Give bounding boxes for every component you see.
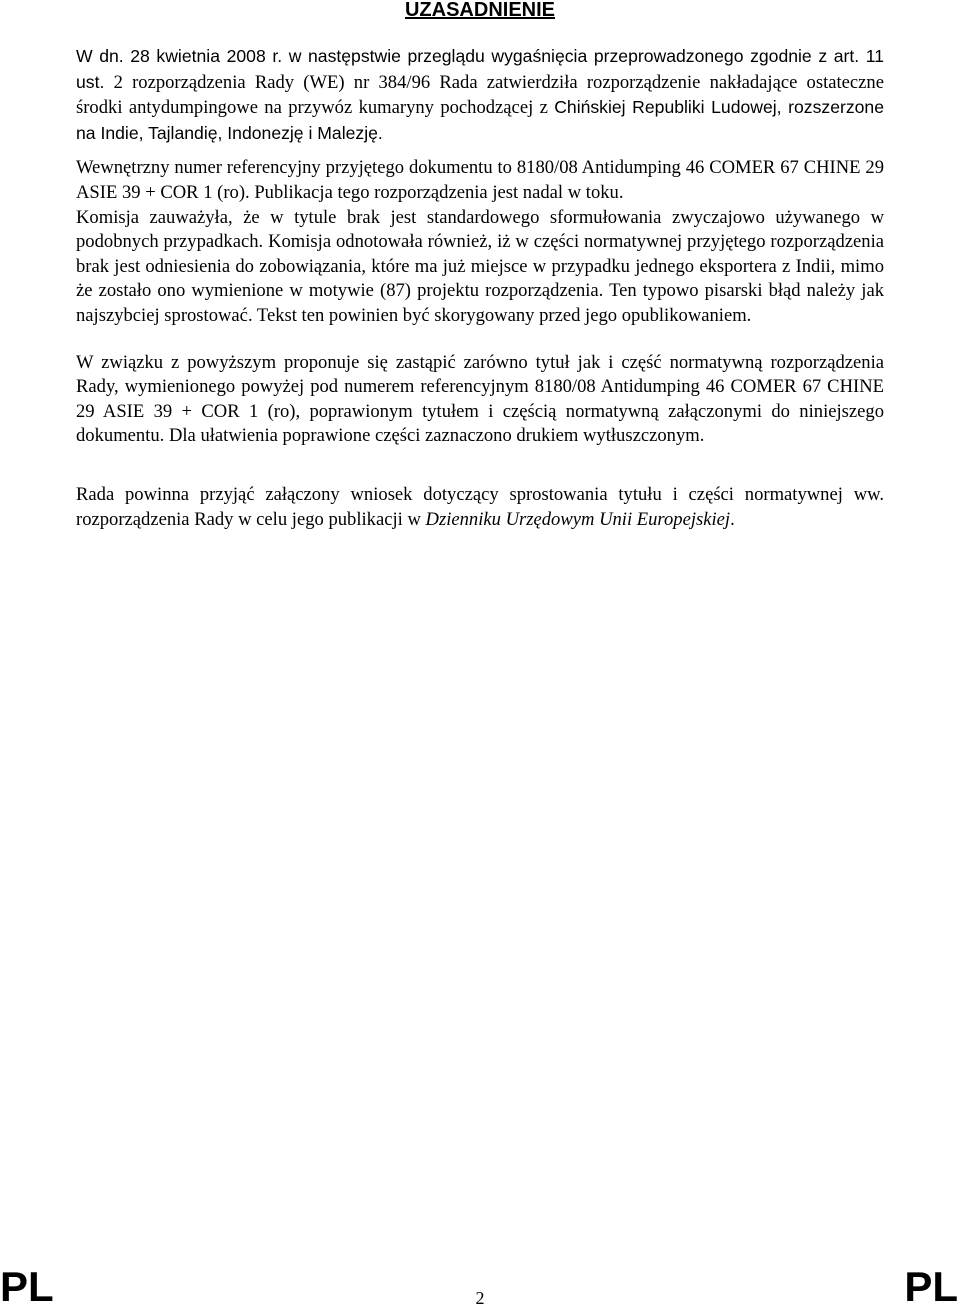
document-body — [76, 44, 884, 532]
document-title: UZASADNIENIE — [404, 0, 555, 21]
paragraph-intro-start: W dn. 28 kwietnia 2008 r. w następstwie przeglądu wygaśnięcia przeprowadzonego zgodnie z art. 11 ust. — [76, 46, 884, 92]
journal-name: Dzienniku Urzędowym Unii Europejskiej — [425, 508, 731, 530]
paragraph-commission-notes: Komisja zauważyła, że w tytule brak jest standardowego sformułowania zwyczajowo używanego w podobnych przypadkach. Komisja odnotowała również, iż w części normatywnej przyjętego rozporządzenia brak jest odniesienia do zobowiązania, które ma już miejsce w przypadku jednego eksportera z Indii, mimo że zostało ono wymienione w motywie (87) projektu rozporządzenia. Ten typowo pisarski błąd należy jak najszybciej sprostować. Tekst ten powinien być skorygowany przed jego opublikowaniem. — [76, 206, 884, 326]
paragraph-intro — [76, 44, 884, 146]
paragraph-intro-end: Chińskiej Republiki Ludowej, rozszerzone na Indie, Tajlandię, Indonezję i Malezję. — [76, 97, 884, 143]
paragraph-intro-middle: 2 rozporządzenia Rady (WE) nr 384/96 Rada zatwierdziła rozporządzenie nakładające ostateczne środki antydumpingowe na przywóz kumaryny pochodzącej z — [76, 71, 884, 119]
paragraph-council-adoption — [76, 483, 884, 532]
paragraph-adoption-start: Rada powinna przyjąć załączony wniosek dotyczący sprostowania tytułu i części normatywnej ww. rozporządzenia Rady w celu jego publikacji w — [76, 483, 884, 530]
paragraph-adoption-end: . — [730, 508, 735, 530]
page-number: 2 — [475, 1288, 485, 1308]
footer-language-left: PL — [0, 1263, 54, 1310]
paragraph-reference-number: Wewnętrzny numer referencyjny przyjętego dokumentu to 8180/08 Antidumping 46 COMER 67 CHINE 29 ASIE 39 + COR 1 (ro). Publikacja tego rozporządzenia jest nadal w toku. — [76, 157, 884, 203]
footer-language-right: PL — [904, 1263, 958, 1310]
paragraph-proposal: W związku z powyższym proponuje się zastąpić zarówno tytuł jak i część normatywną rozporządzenia Rady, wymienionego powyżej pod numerem referencyjnym 8180/08 Antidumping 46 COMER 67 CHINE 29 ASIE 39 + COR 1 (ro), poprawionym tytułem i częścią normatywną załączonymi do niniejszego dokumentu. Dla ułatwienia poprawione części zaznaczono drukiem wytłuszczonym. — [76, 351, 884, 447]
